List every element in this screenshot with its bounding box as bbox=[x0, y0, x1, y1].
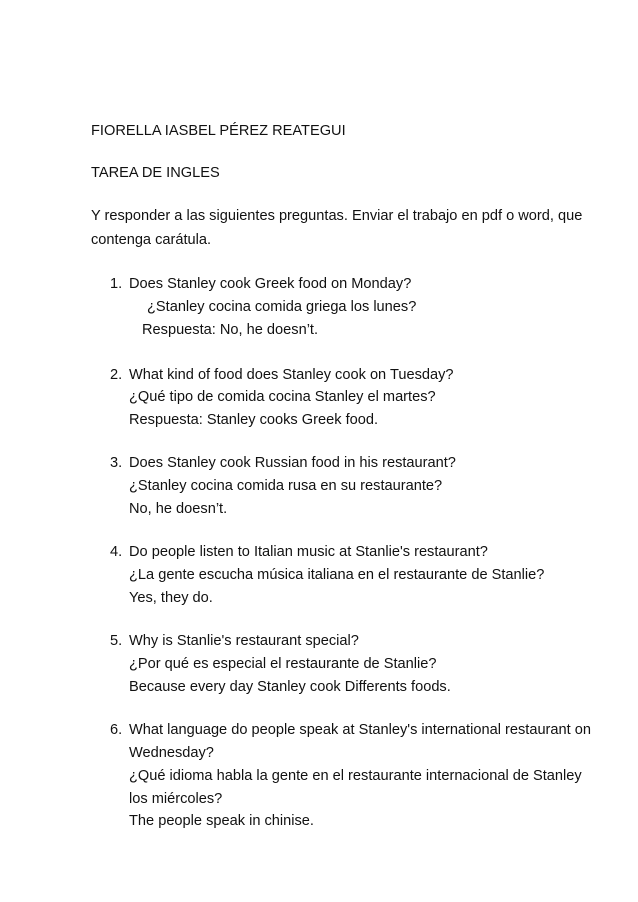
question-translation: ¿Stanley cocina comida griega los lunes? bbox=[147, 299, 417, 315]
instructions-line-2: contenga carátula. bbox=[91, 232, 212, 248]
question-translation: ¿Stanley cocina comida rusa en su restaurante? bbox=[129, 478, 443, 494]
question-translation: ¿Qué tipo de comida cocina Stanley el martes? bbox=[129, 389, 436, 405]
question-answer: Because every day Stanley cook Differents foods. bbox=[129, 679, 451, 695]
question-answer: Respuesta: Stanley cooks Greek food. bbox=[129, 412, 379, 428]
question-number: 5. bbox=[110, 633, 123, 649]
question-translation: ¿Qué idioma habla la gente en el restaurante internacional de Stanley bbox=[129, 768, 582, 784]
question-translation-continued: los miércoles? bbox=[129, 791, 223, 807]
question-number: 4. bbox=[110, 544, 123, 560]
question-text: Does Stanley cook Russian food in his restaurant? bbox=[129, 455, 456, 471]
question-number: 6. bbox=[110, 722, 123, 738]
question-text: What kind of food does Stanley cook on Tuesday? bbox=[129, 367, 454, 383]
assignment-title: TAREA DE INGLES bbox=[91, 165, 220, 181]
question-answer: No, he doesn’t. bbox=[129, 501, 228, 517]
question-translation: ¿La gente escucha música italiana en el restaurante de Stanlie? bbox=[129, 567, 545, 583]
question-text: Why is Stanlie's restaurant special? bbox=[129, 633, 359, 649]
question-number: 2. bbox=[110, 367, 123, 383]
question-text-continued: Wednesday? bbox=[129, 745, 214, 761]
instructions-line-1: Y responder a las siguientes preguntas. Enviar el trabajo en pdf o word, que bbox=[91, 208, 583, 224]
question-number: 3. bbox=[110, 455, 123, 471]
author-name: FIORELLA IASBEL PÉREZ REATEGUI bbox=[91, 123, 346, 139]
question-text: Does Stanley cook Greek food on Monday? bbox=[129, 276, 412, 292]
question-translation: ¿Por qué es especial el restaurante de Stanlie? bbox=[129, 656, 437, 672]
question-answer: Respuesta: No, he doesn’t. bbox=[142, 322, 319, 338]
question-answer: The people speak in chinise. bbox=[129, 813, 314, 829]
question-text: Do people listen to Italian music at Stanlie's restaurant? bbox=[129, 544, 488, 560]
question-answer: Yes, they do. bbox=[129, 590, 213, 606]
question-number: 1. bbox=[110, 276, 123, 292]
question-text: What language do people speak at Stanley's international restaurant on bbox=[129, 722, 591, 738]
